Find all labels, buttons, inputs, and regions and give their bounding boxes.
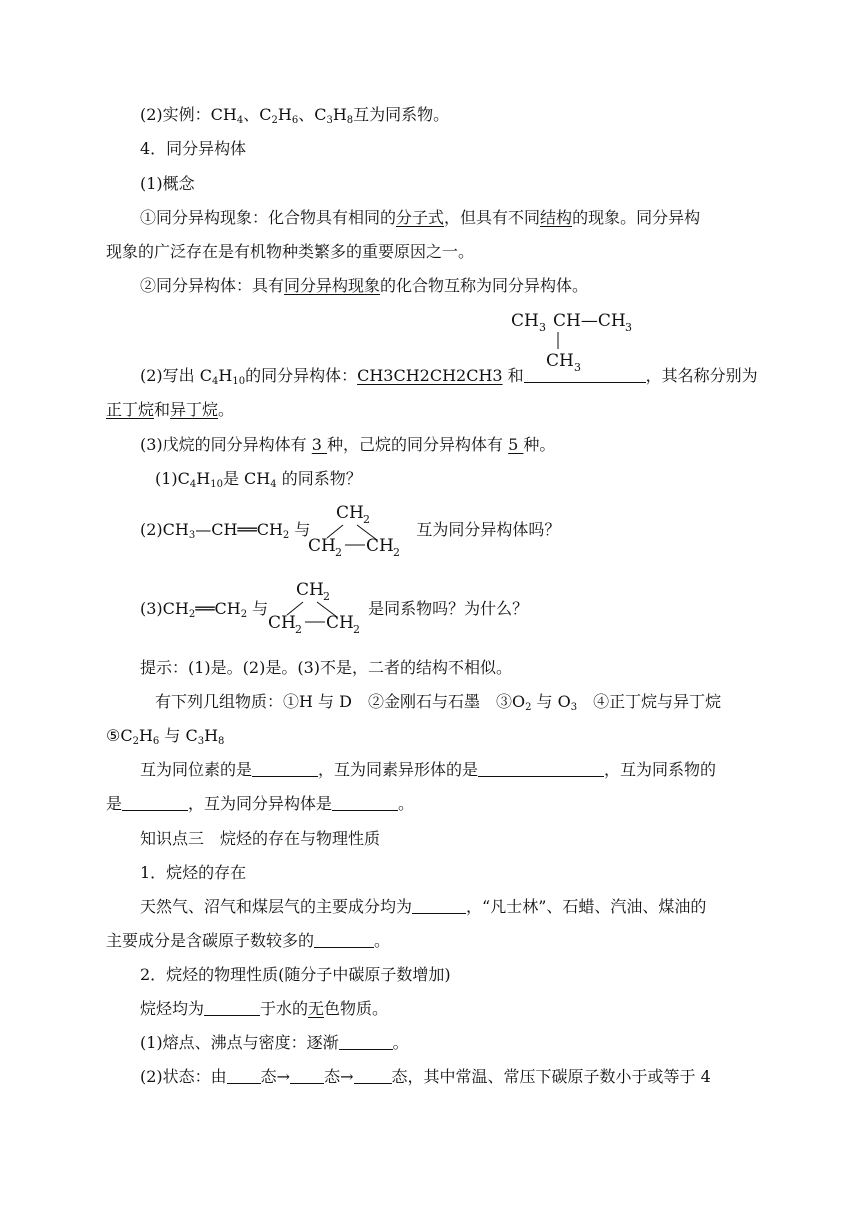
svg-text:CH: CH [366,536,394,556]
svg-text:CH: CH [268,613,296,633]
svg-text:CH: CH [511,311,539,331]
svg-text:2: 2 [363,513,370,526]
knowledge-point-three-heading: 知识点三 烷烃的存在与物理性质 [140,829,381,848]
physical-properties-heading: 2．烷烃的物理性质(随分子中碳原子数增加) [140,965,451,984]
isomer-answer-blank[interactable] [332,794,398,811]
pentane-hexane-isomers-line: (3)戊烷的同分异构体有 3 种，己烷的同分异构体有 5 种。 [140,435,556,454]
svg-text:2: 2 [323,590,330,603]
melting-boiling-line: (1)熔点、沸点与密度：逐渐 。 [140,1033,409,1052]
solubility-blank[interactable] [204,999,260,1016]
alkane-existence-line1: 天然气、沼气和煤层气的主要成分均为 ，“凡士林”、石蜡、汽油、煤油的 [140,897,707,916]
butane-names-line: 正丁烷和异丁烷。 [106,400,235,419]
svg-text:CH: CH [296,580,324,600]
alkane-existence-heading: 1．烷烃的存在 [140,863,247,882]
svg-text:2: 2 [295,623,302,636]
state-blank-1[interactable] [227,1067,261,1084]
isomerism-definition-line1: ①同分异构现象：化合物具有相同的分子式，但具有不同结构的现象。同分异构 [140,208,701,227]
isotope-answer-blank[interactable] [252,760,318,777]
svg-text:2: 2 [335,546,342,559]
svg-text:CH: CH [336,503,364,523]
exercise-question-line2: 是 ，互为同分异构体是 。 [106,794,415,813]
cyclopropane-structure [305,498,405,564]
isomer-definition: ②同分异构体：具有同分异构现象的化合物互称为同分异构体。 [140,276,589,295]
svg-text:CH: CH [546,351,574,371]
alkane-existence-line2: 主要成分是含碳原子数较多的 。 [106,931,391,950]
main-component-blank[interactable] [412,897,466,914]
exercise-groups-line2: $⑤C_2H_6$ 与 $C_3H_8$ [106,726,225,747]
state-blank-2[interactable] [290,1067,324,1084]
svg-text:CH: CH [308,536,336,556]
svg-text:3: 3 [625,321,632,334]
state-line: (2)状态：由 态→ 态→ 态，其中常温、常压下碳原子数小于或等于 4 [140,1067,711,1086]
butane-isomers-line: (2)写出 $C_4H_{10}$的同分异构体：CH3CH2CH2CH3 和 ，其名称分别为 [140,366,758,387]
question-3: $(3)CH_2══CH_2$ 与 是同系物吗？为什么？ [140,599,529,620]
svg-text:3: 3 [539,321,546,334]
svg-text:3: 3 [574,361,581,374]
trend-blank[interactable] [339,1033,393,1050]
answer-blank[interactable] [524,366,646,383]
section-heading-isomers: 4．同分异构体 [140,139,247,158]
cyclopropane-structure-2 [265,575,365,641]
allotrope-answer-blank[interactable] [478,760,604,777]
svg-text:CH: CH [326,613,354,633]
isomerism-definition-line2: 现象的广泛存在是有机物种类繁多的重要原因之一。 [106,242,475,261]
example-homologs-line: (2)实例：$CH_4$、$C_2H_6$、$C_3H_8$互为同系物。 [140,105,450,126]
question-2: $(2)CH_3—CH══CH_2$ 与 互为同分异构体吗？ [140,520,561,541]
svg-text:2: 2 [393,546,400,559]
question-1: $(1)C_4H_{10}$是 $CH_4$ 的同系物？ [155,469,362,490]
state-blank-3[interactable] [354,1067,392,1084]
hint-answer: 提示：(1)是。(2)是。(3)不是，二者的结构不相似。 [140,658,512,677]
homolog-answer-blank[interactable] [122,794,188,811]
svg-text:CH—CH: CH—CH [553,311,626,331]
subheading-concept: (1)概念 [140,174,195,193]
svg-text:2: 2 [353,623,360,636]
solubility-line: 烷烃均为 于水的无色物质。 [140,999,389,1018]
exercise-question-line1: 互为同位素的是 ，互为同素异形体的是 ，互为同系物的 [140,760,717,779]
exercise-groups-line1: 有下列几组物质：①H 与 D ②金刚石与石墨 $③O_2$ 与 $O_3$ ④正丁烷与异丁烷 [155,692,722,713]
carbon-rich-blank[interactable] [314,931,374,948]
